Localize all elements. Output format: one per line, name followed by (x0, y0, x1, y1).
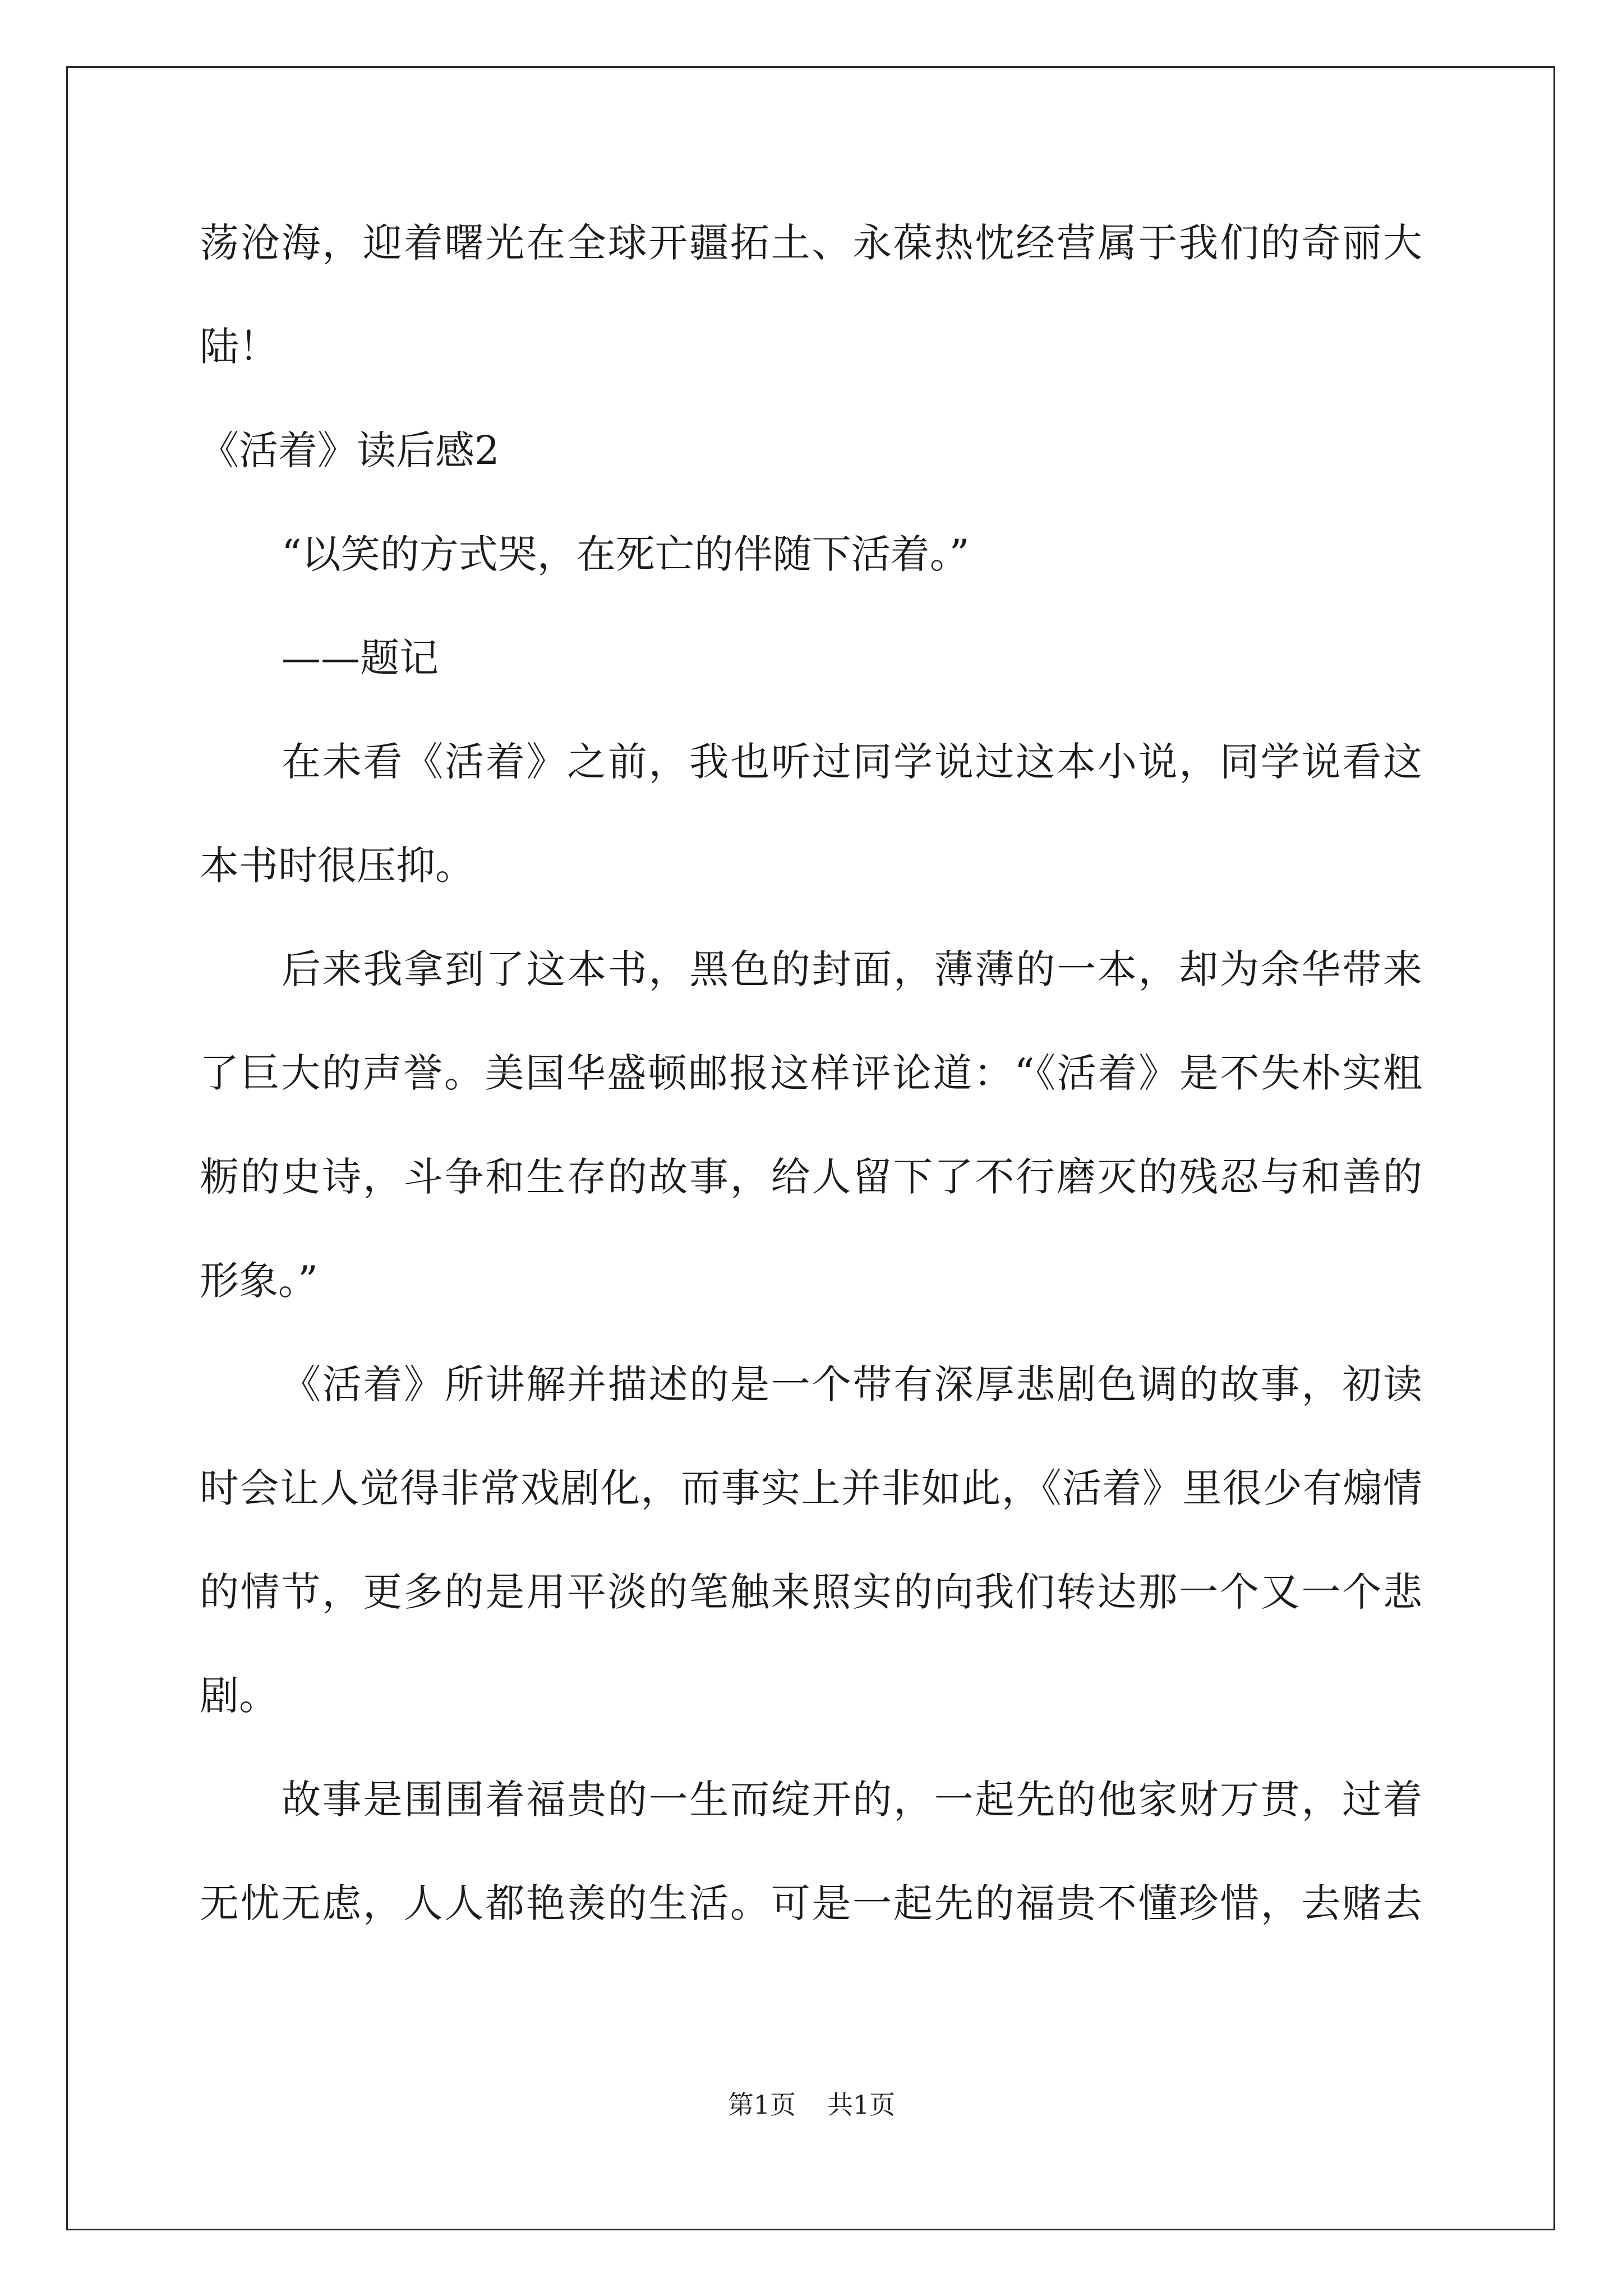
epigraph-attribution: ——题记 (282, 635, 439, 681)
text-line: 剧。 (200, 1673, 278, 1719)
text-line: 粝的史诗，斗争和生存的故事，给人留下了不行磨灭的残忍与和善的 (200, 1154, 1422, 1200)
page-footer (0, 2088, 1623, 2122)
page-total: 共1页 (827, 2090, 896, 2120)
text-line: 的情节，更多的是用平淡的笔触来照实的向我们转达那一个又一个悲 (200, 1569, 1422, 1615)
text-line: 无忧无虑，人人都艳羡的生活。可是一起先的福贵不懂珍惜，去赌去 (200, 1880, 1422, 1926)
text-line: 后来我拿到了这本书，黑色的封面，薄薄的一本，却为余华带来 (282, 946, 1422, 992)
section-heading: 《活着》读后感2 (200, 427, 500, 473)
text-line: 在未看《活着》之前，我也听过同学说过这本小说，同学说看这 (282, 739, 1422, 785)
text-line: 故事是围围着福贵的一生而绽开的，一起先的他家财万贯，过着 (282, 1777, 1422, 1823)
text-line: 荡沧海，迎着曙光在全球开疆拓土、永葆热忱经营属于我们的奇丽大 (200, 220, 1422, 266)
page-number: 第1页 (727, 2090, 796, 2120)
text-line: 形象。” (200, 1258, 318, 1304)
text-line: 时会让人觉得非常戏剧化，而事实上并非如此，《活着》里很少有煽情 (200, 1465, 1422, 1511)
text-line: 了巨大的声誉。美国华盛顿邮报这样评论道：“《活着》是不失朴实粗 (200, 1050, 1422, 1096)
epigraph-quote: “以笑的方式哭，在死亡的伴随下活着。” (282, 531, 970, 577)
text-line: 本书时很压抑。 (200, 843, 474, 889)
text-line: 《活着》所讲解并描述的是一个带有深厚悲剧色调的故事，初读 (282, 1361, 1422, 1407)
text-line: 陆！ (200, 324, 278, 370)
